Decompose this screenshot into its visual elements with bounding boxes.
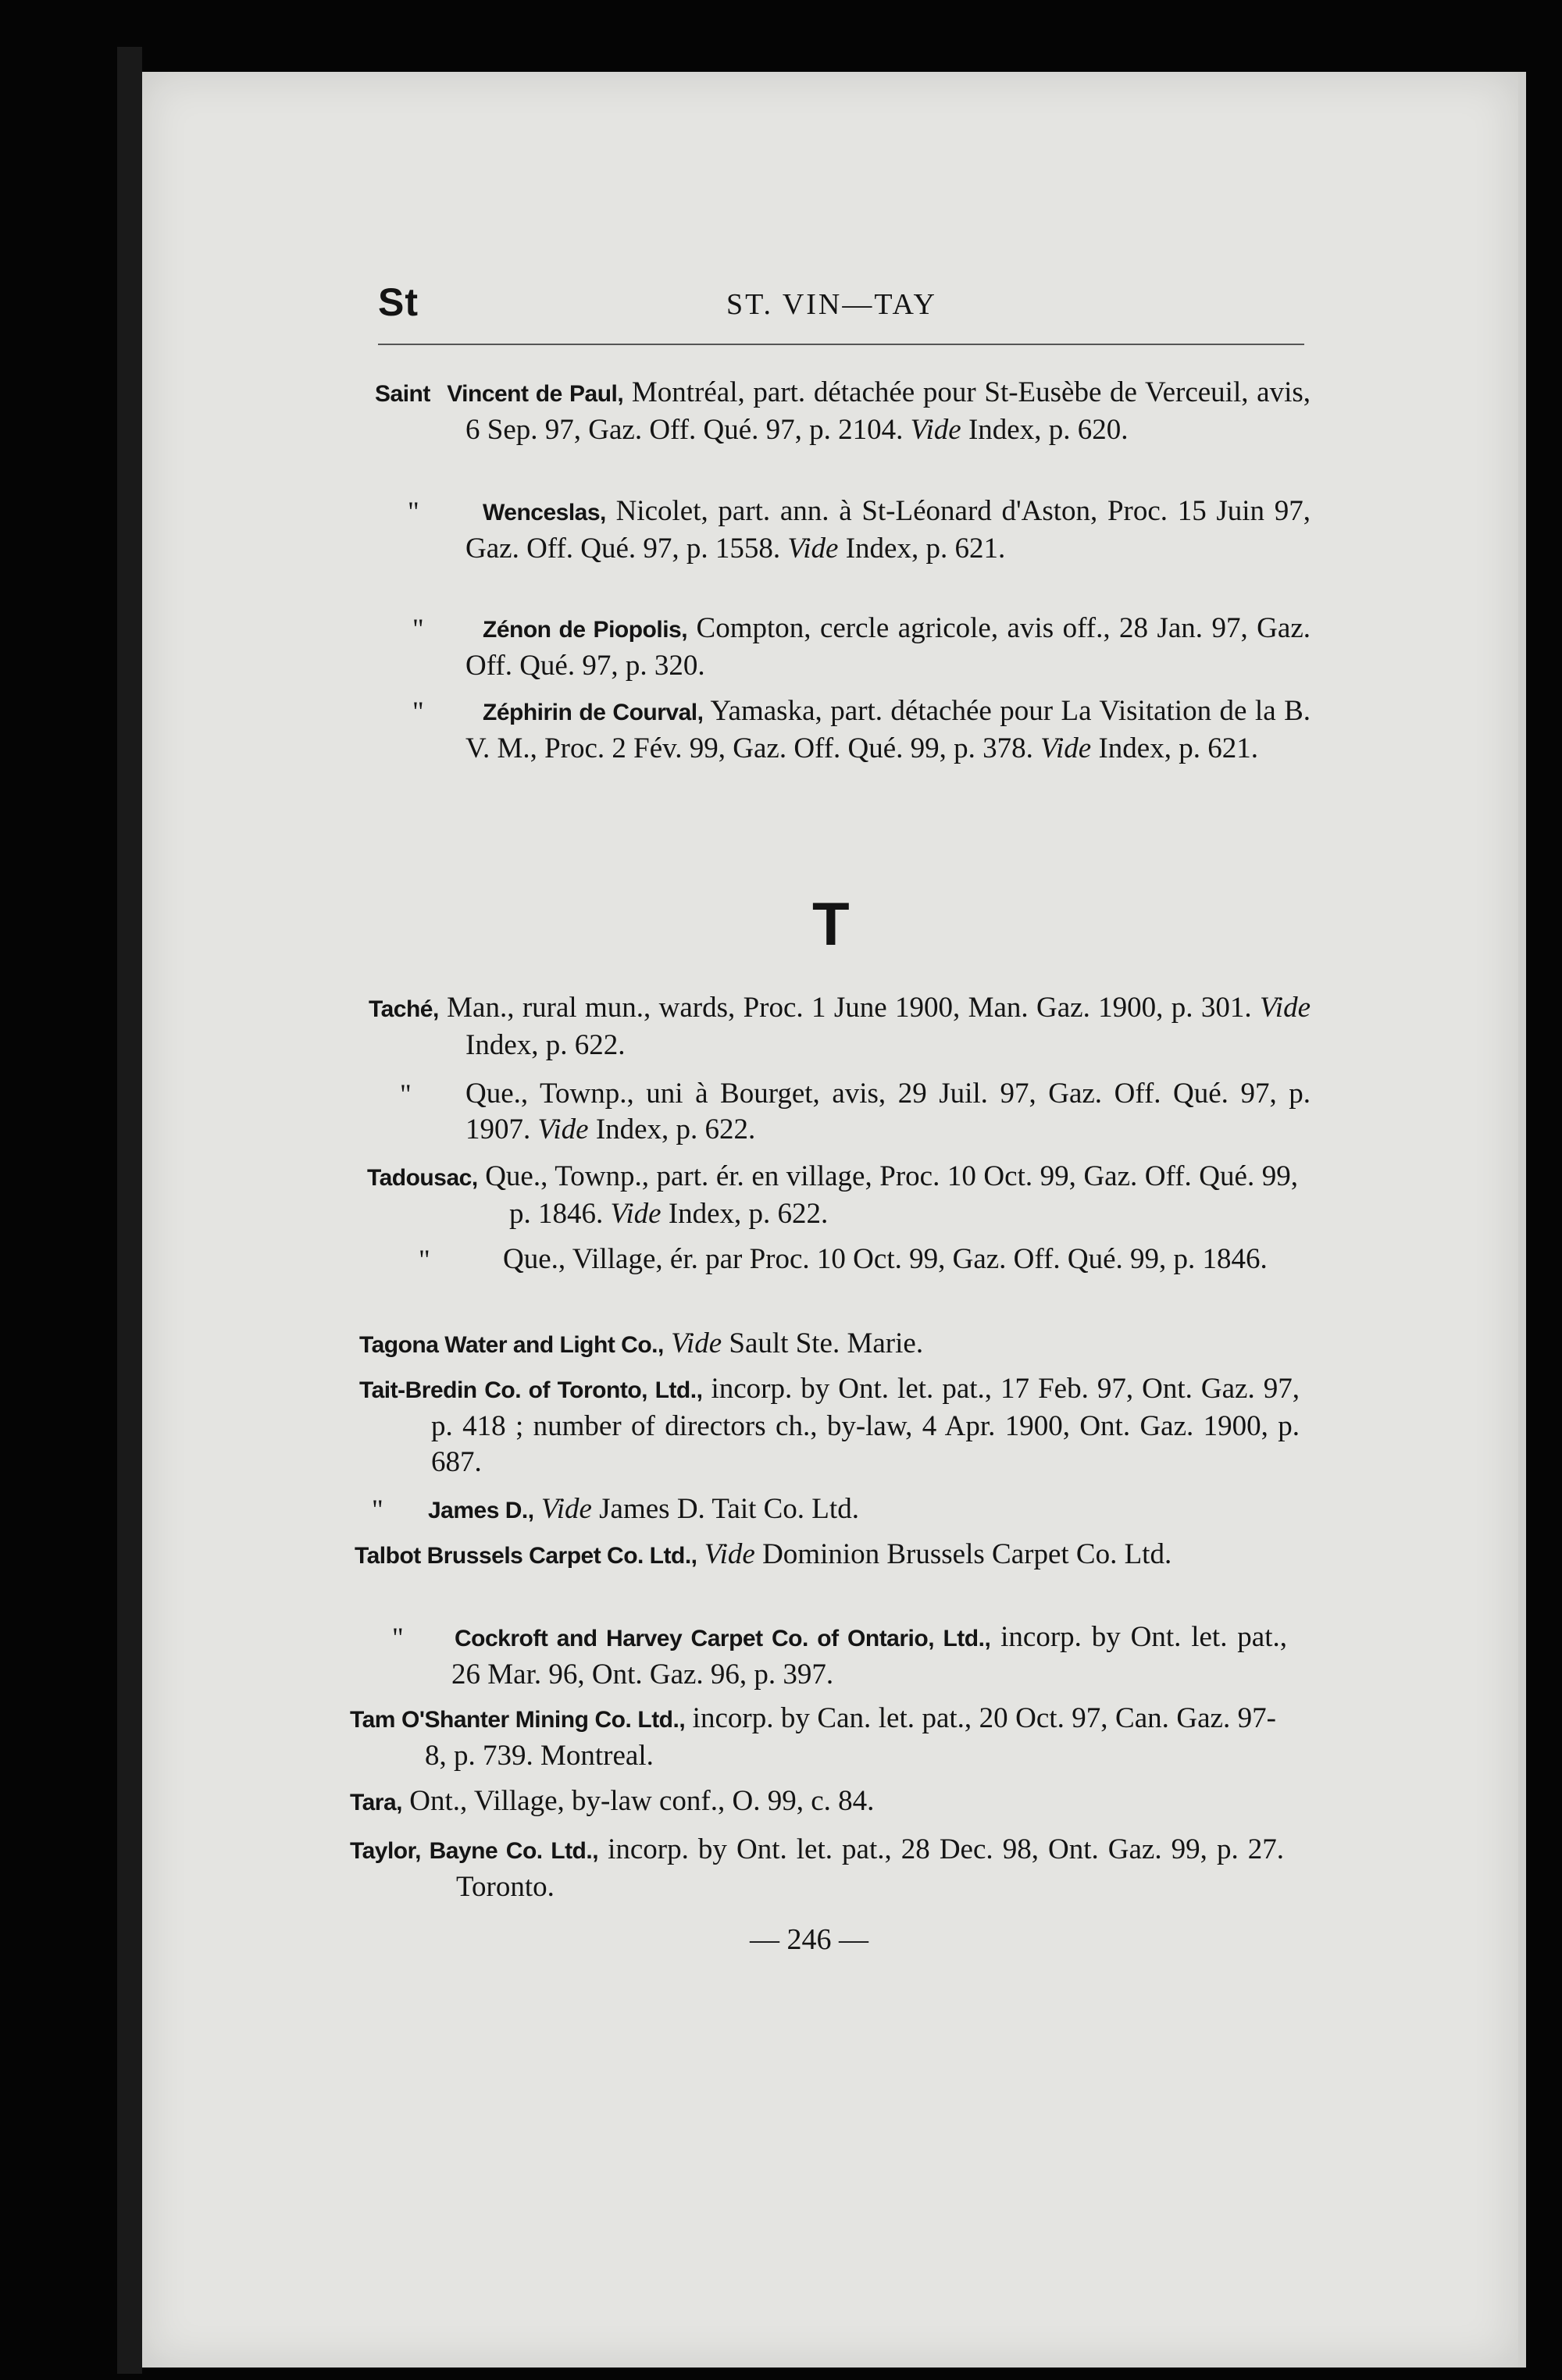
entry-subheading: Zénon de Piopolis, — [483, 617, 688, 643]
entry-text: Compton, cercle agricole, avis off., 28 Jan. 97, Gaz. Off. Qué. 97, p. 320. — [465, 612, 1311, 682]
entry-subheading: Wenceslas, — [483, 500, 606, 526]
ditto-mark: " — [372, 1494, 383, 1525]
entry-heading: Taché, — [369, 996, 439, 1022]
entry-text: Montréal, part. détachée pour St-Eusèbe de Verceuil, avis, 6 Sep. 97, Gaz. Off. Qué. 97, p. 2104. — [465, 376, 1311, 446]
entry-saint-vincent-de-paul — [375, 375, 1311, 448]
vide-reference: Vide — [910, 414, 961, 446]
entry-tache-quebec — [400, 1076, 1311, 1148]
entry-text: Man., rural mun., wards, Proc. 1 June 1900, Man. Gaz. 1900, p. 301. — [438, 992, 1260, 1024]
entry-taylor-bayne — [350, 1832, 1284, 1905]
vide-reference: Vide — [1040, 732, 1092, 764]
entry-text — [697, 1538, 704, 1570]
entry-tadousac-village — [419, 1242, 1298, 1277]
entry-text: Yamaska, part. détachée pour La Visitation de la B. V. M., Proc. 2 Fév. 99, Gaz. Off. Qué. 99, p. 378. — [465, 695, 1311, 764]
entry-tache — [369, 990, 1311, 1064]
entry-heading: Tam O'Shanter Mining Co. Ltd., — [350, 1707, 686, 1733]
entry-text-cont: Index, p. 622. — [465, 1029, 626, 1061]
entry-text: incorp. by Ont. let. pat., 17 Feb. 97, Ont. Gaz. 97, p. 418 ; number of directors ch., by-law, 4 Apr. 1900, Ont. Gaz. 1900, p. 687. — [431, 1373, 1300, 1478]
ditto-mark: " — [400, 1078, 412, 1110]
entry-subheading: Cockroft and Harvey Carpet Co. of Ontario, Ltd., — [455, 1626, 991, 1651]
entry-text: Que., Townp., uni à Bourget, avis, 29 Juil. 97, Gaz. Off. Qué. 97, p. 1907. — [465, 1078, 1311, 1145]
ditto-mark: " — [412, 696, 424, 727]
ditto-mark: " — [412, 613, 424, 644]
vide-reference: Vide — [610, 1198, 662, 1230]
ditto-mark: " — [419, 1244, 430, 1275]
vide-reference: Vide — [671, 1327, 722, 1359]
entry-zephirin-de-courval — [412, 693, 1311, 767]
entry-subheading: Zéphirin de Courval, — [483, 700, 704, 725]
section-mark: St — [378, 280, 419, 324]
vide-reference: Vide — [537, 1113, 589, 1145]
entry-tara — [350, 1783, 1276, 1821]
entry-text-cont: Dominion Brussels Carpet Co. Ltd. — [754, 1538, 1172, 1570]
entry-tagona-water — [359, 1326, 1311, 1363]
entry-tait-bredin — [359, 1371, 1300, 1480]
ditto-mark: " — [408, 496, 419, 527]
entry-text-cont: Index, p. 621. — [1091, 732, 1258, 764]
entry-text: Ont., Village, by-law conf., O. 99, c. 84. — [401, 1785, 875, 1817]
entry-tam-oshanter — [350, 1701, 1277, 1774]
entry-heading: Tara, — [350, 1790, 402, 1815]
entry-heading: Talbot Brussels Carpet Co. Ltd., — [355, 1543, 697, 1569]
entry-text: Que., Village, ér. par Proc. 10 Oct. 99, Gaz. Off. Qué. 99, p. 1846. — [503, 1243, 1268, 1275]
entry-heading: Taylor, Bayne Co. Ltd., — [350, 1838, 599, 1864]
entry-text — [664, 1327, 671, 1359]
page-right-edge — [1518, 72, 1526, 2368]
entry-talbot-cockroft-harvey — [392, 1619, 1287, 1693]
entry-zenon-de-piopolis — [412, 611, 1311, 684]
entry-text-cont: Index, p. 621. — [838, 533, 1006, 565]
entry-text-cont: Sault Ste. Marie. — [722, 1327, 924, 1359]
entry-text: incorp. by Can. let. pat., 20 Oct. 97, Can. Gaz. 97-8, p. 739. Montreal. — [425, 1702, 1277, 1772]
entry-text: incorp. by Ont. let. pat., 28 Dec. 98, Ont. Gaz. 99, p. 27. Toronto. — [456, 1833, 1284, 1903]
entry-subheading: Vincent de Paul, — [447, 381, 624, 407]
entry-heading: Saint — [375, 381, 430, 407]
entry-subheading: James D., — [428, 1498, 534, 1523]
entry-text: Que., Townp., part. ér. en village, Proc. 10 Oct. 99, Gaz. Off. Qué. 99, p. 1846. — [477, 1160, 1298, 1230]
entry-text-cont: Index, p. 622. — [661, 1198, 829, 1230]
entry-heading: Tadousac, — [367, 1165, 478, 1191]
entry-tadousac — [367, 1159, 1298, 1232]
page-number: — 246 — — [750, 1923, 868, 1956]
entry-text-cont: James D. Tait Co. Ltd. — [591, 1493, 859, 1525]
entry-text-cont: Index, p. 620. — [961, 414, 1129, 446]
scan-left-edge — [117, 47, 142, 2374]
header-rule — [378, 344, 1304, 345]
entry-text: Nicolet, part. ann. à St-Léonard d'Aston, Proc. 15 Juin 97, Gaz. Off. Qué. 97, p. 1558. — [465, 495, 1311, 565]
entry-text-cont: Index, p. 622. — [588, 1113, 756, 1145]
vide-reference: Vide — [787, 533, 839, 565]
vide-reference: Vide — [1259, 992, 1311, 1024]
ditto-mark: " — [392, 1622, 404, 1653]
entry-wenceslas — [408, 493, 1311, 567]
entry-heading: Tait-Bredin Co. of Toronto, Ltd., — [359, 1377, 703, 1403]
section-letter: T — [812, 889, 850, 958]
entry-text — [534, 1493, 541, 1525]
vide-reference: Vide — [540, 1493, 592, 1525]
entry-tait-james-d — [372, 1491, 1304, 1529]
entry-heading: Tagona Water and Light Co., — [359, 1332, 664, 1358]
running-head: ST. VIN—TAY — [726, 288, 937, 321]
entry-text: incorp. by Ont. let. pat., 26 Mar. 96, Ont. Gaz. 96, p. 397. — [451, 1621, 1287, 1691]
vide-reference: Vide — [704, 1538, 755, 1570]
entry-talbot-brussels — [355, 1537, 1287, 1574]
